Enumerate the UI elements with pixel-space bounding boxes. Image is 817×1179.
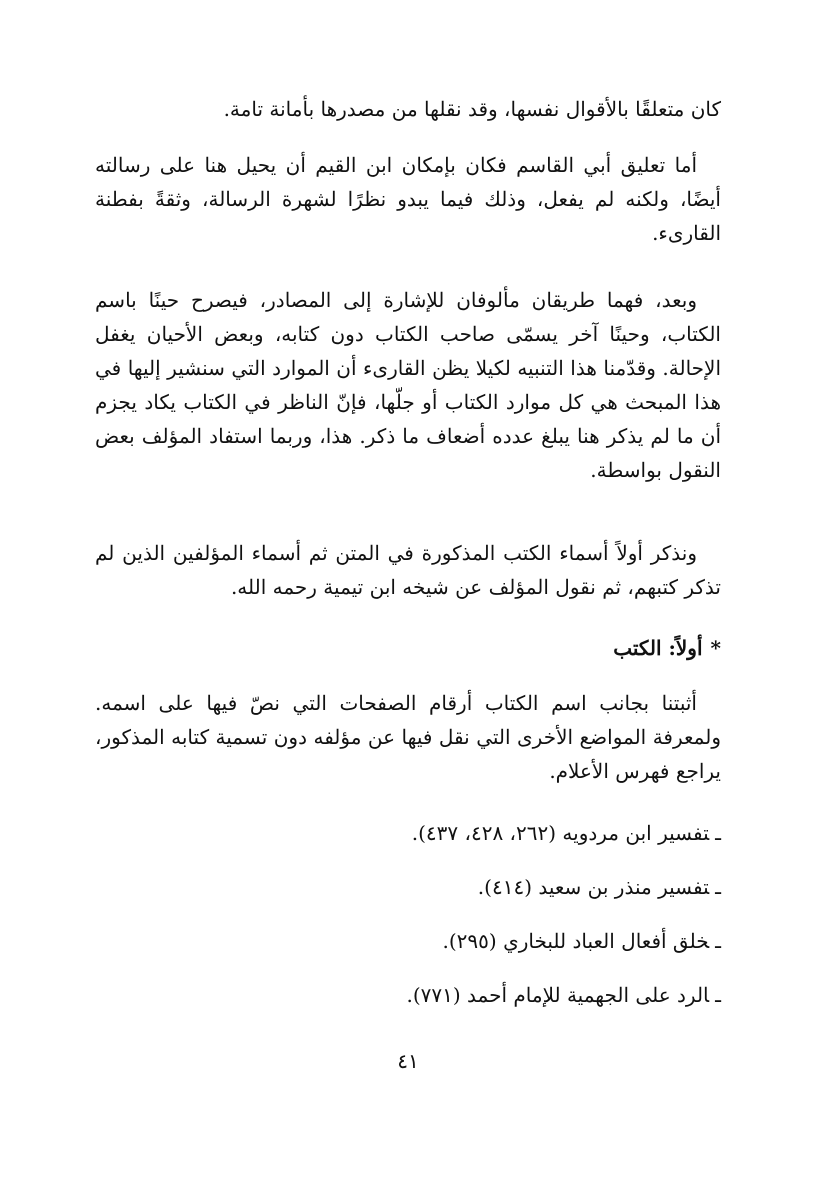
paragraph-text: ونذكر أولاً أسماء الكتب المذكورة في المتن ثم أسماء المؤلفين الذين لم تذكر كتبهم، ثم نقول المؤلف عن شيخه ابن تيمية رحمه الله.	[95, 541, 721, 599]
page-number: ٤١	[397, 1049, 419, 1073]
intro-paragraph	[95, 686, 721, 788]
dash-marker: ـ	[715, 929, 721, 953]
dash-marker: ـ	[715, 875, 721, 899]
paragraph-2	[95, 148, 721, 250]
books-list	[95, 816, 721, 1032]
section-heading	[95, 631, 721, 665]
section-heading-text: أولاً: الكتب	[613, 636, 703, 660]
book-entry: تفسير منذر بن سعيد (٤١٤).	[477, 875, 710, 899]
list-item	[95, 978, 721, 1012]
paragraph-text: كان متعلقًا بالأقوال نفسها، وقد نقلها من مصدرها بأمانة تامة.	[223, 97, 721, 121]
list-item	[95, 816, 721, 850]
paragraph-3	[95, 283, 721, 487]
book-entry: خلق أفعال العباد للبخاري (٢٩٥).	[442, 929, 710, 953]
book-entry: الرد على الجهمية للإمام أحمد (٧٧١).	[406, 983, 710, 1007]
paragraph-text: أثبتنا بجانب اسم الكتاب أرقام الصفحات التي نصّ فيها على اسمه. ولمعرفة المواضع الأخرى التي نقل فيها عن مؤلفه دون تسمية كتابه المذكور، يراجع فهرس الأعلام.	[95, 691, 721, 783]
book-entry: تفسير ابن مردويه (٢٦٢، ٤٢٨، ٤٣٧).	[411, 821, 710, 845]
list-item	[95, 924, 721, 958]
dash-marker: ـ	[715, 983, 721, 1007]
paragraph-text: أما تعليق أبي القاسم فكان بإمكان ابن القيم أن يحيل هنا على رسالته أيضًا، ولكنه لم يفعل، وذلك فيما يبدو نظرًا لشهرة الرسالة، وثقةً بفطنة القارىء.	[95, 153, 721, 245]
list-item	[95, 870, 721, 904]
dash-marker: ـ	[715, 821, 721, 845]
paragraph-4	[95, 536, 721, 604]
asterisk-icon: *	[710, 636, 721, 660]
paragraph-1	[95, 92, 721, 126]
paragraph-text: وبعد، فهما طريقان مألوفان للإشارة إلى المصادر، فيصرح حينًا باسم الكتاب، وحينًا آخر يسمّى صاحب الكتاب دون كتابه، وبعض الأحيان يغفل الإحالة. وقدّمنا هذا التنبيه لكيلا يظن القارىء أن الموارد التي سنشير إليها في هذا المبحث هي كل موارد الكتاب أو جلّها، فإنّ الناظر في الكتاب يكاد يجزم أن ما لم يذكر هنا يبلغ عدده أضعاف ما ذكر. هذا، وربما استفاد المؤلف بعض النقول بواسطة.	[95, 288, 721, 482]
